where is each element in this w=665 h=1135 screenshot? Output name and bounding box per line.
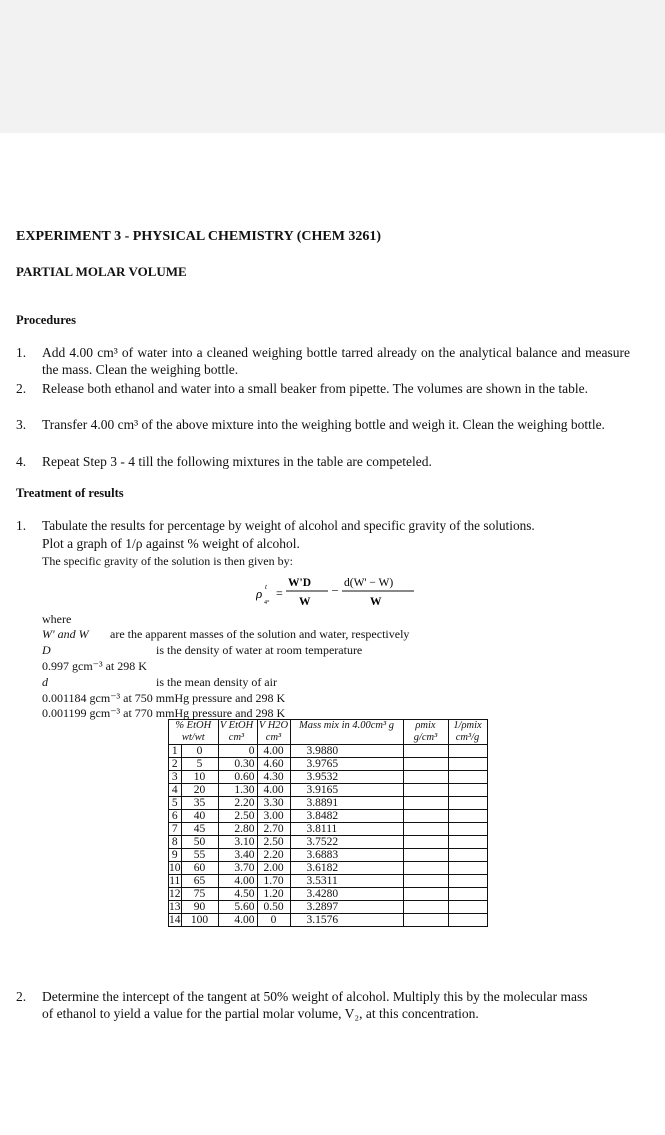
procedure-text: Transfer 4.00 cm³ of the above mixture into the weighing bottle and weigh it. Clean the weighing bottle. <box>42 417 605 432</box>
where-label: where <box>42 612 72 626</box>
rho-mix-cell[interactable] <box>403 745 448 758</box>
rho-mix-cell[interactable] <box>403 849 448 862</box>
mass-mix-cell: 3.9765 <box>290 758 403 771</box>
procedure-num: 2. <box>16 381 27 396</box>
mass-mix-cell: 3.7522 <box>290 836 403 849</box>
v-h2o-cell: 4.00 <box>257 784 290 797</box>
mixture-table <box>168 719 488 927</box>
table-row <box>169 888 488 901</box>
procedure-num: 3. <box>16 417 27 432</box>
mass-mix-cell: 3.5311 <box>290 875 403 888</box>
page-title: EXPERIMENT 3 - PHYSICAL CHEMISTRY (CHEM 3261) <box>16 229 382 244</box>
v-h2o-cell: 2.70 <box>257 823 290 836</box>
d-value: 0.997 gcm⁻³ at 298 K <box>42 659 147 673</box>
etoh-percent-cell: 75 <box>181 888 218 901</box>
v-h2o-cell: 1.20 <box>257 888 290 901</box>
treatment-line-2: Plot a graph of 1/ρ against % weight of alcohol. <box>42 536 300 551</box>
v-etoh-cell: 2.50 <box>218 810 257 823</box>
formula-rho-sub: 4° <box>264 600 270 606</box>
air-density-value-1: 0.001184 gcm⁻³ at 750 mmHg pressure and 298 K <box>42 691 286 705</box>
header-v-etoh: V EtOH cm³ <box>218 720 257 745</box>
rho-mix-cell[interactable] <box>403 784 448 797</box>
etoh-percent-cell: 40 <box>181 810 218 823</box>
d-description: is the density of water at room temperature <box>156 643 363 657</box>
rho-mix-cell[interactable] <box>403 875 448 888</box>
procedures-heading: Procedures <box>16 313 76 327</box>
etoh-percent-cell: 55 <box>181 849 218 862</box>
table-row <box>169 745 488 758</box>
etoh-percent-cell: 65 <box>181 875 218 888</box>
inv-rho-mix-cell[interactable] <box>448 914 487 927</box>
rho-mix-cell[interactable] <box>403 797 448 810</box>
mass-mix-cell: 3.2897 <box>290 901 403 914</box>
row-number: 7 <box>169 823 182 836</box>
procedure-text: Repeat Step 3 - 4 till the following mixtures in the table are competeled. <box>42 454 432 469</box>
air-density-value-2: 0.001199 gcm⁻³ at 770 mmHg pressure and 298 K <box>42 706 286 720</box>
row-number: 10 <box>169 862 181 874</box>
v-etoh-cell: 4.00 <box>218 875 257 888</box>
etoh-percent-cell: 0 <box>181 745 218 758</box>
header-rho-mix: ρmix g/cm³ <box>403 720 448 745</box>
v-etoh-cell: 1.30 <box>218 784 257 797</box>
row-number: 9 <box>169 849 182 862</box>
v-etoh-cell: 3.10 <box>218 836 257 849</box>
procedure-text: Release both ethanol and water into a small beaker from pipette. The volumes are shown in the table. <box>42 381 588 396</box>
air-density-variable: d <box>42 675 48 689</box>
v-h2o-cell: 3.30 <box>257 797 290 810</box>
table-row <box>169 810 488 823</box>
inv-rho-mix-cell[interactable] <box>448 849 487 862</box>
rho-mix-cell[interactable] <box>403 888 448 901</box>
treatment-line-1: Tabulate the results for percentage by weight of alcohol and specific gravity of the solutions. <box>42 518 535 533</box>
inv-rho-mix-cell[interactable] <box>448 862 487 875</box>
row-number: 5 <box>169 797 182 810</box>
inv-rho-mix-cell[interactable] <box>448 823 487 836</box>
treatment-item-2-text: Determine the intercept of the tangent at 50% weight of alcohol. Multiply this by the molecular mass of ethanol to yield a value for the partial molar volume, V₂, at this concentration. <box>42 989 588 1021</box>
v-h2o-cell: 2.50 <box>257 836 290 849</box>
formula-num-2: d(W' − W) <box>344 577 394 589</box>
mass-mix-cell: 3.9532 <box>290 771 403 784</box>
inv-rho-mix-cell[interactable] <box>448 771 487 784</box>
v-h2o-cell: 0.50 <box>257 901 290 914</box>
inv-rho-mix-cell[interactable] <box>448 797 487 810</box>
rho-mix-cell[interactable] <box>403 758 448 771</box>
mass-mix-cell: 3.4280 <box>290 888 403 901</box>
table-row <box>169 758 488 771</box>
table-row <box>169 901 488 914</box>
mass-mix-cell: 3.8111 <box>290 823 403 836</box>
mass-mix-cell: 3.6182 <box>290 862 403 875</box>
inv-rho-mix-cell[interactable] <box>448 901 487 914</box>
inv-rho-mix-cell[interactable] <box>448 810 487 823</box>
row-number: 14 <box>169 914 181 926</box>
formula-den-1: W <box>299 596 311 608</box>
inv-rho-mix-cell[interactable] <box>448 758 487 771</box>
table-row <box>169 914 488 927</box>
etoh-percent-cell: 45 <box>181 823 218 836</box>
formula-num-1: W'D <box>288 577 311 589</box>
specific-gravity-formula <box>256 574 416 614</box>
v-h2o-cell: 4.60 <box>257 758 290 771</box>
specific-gravity-intro: The specific gravity of the solution is then given by: <box>42 554 293 568</box>
etoh-percent-cell: 20 <box>181 784 218 797</box>
table-row <box>169 797 488 810</box>
row-number: 8 <box>169 836 182 849</box>
row-number: 3 <box>169 771 182 784</box>
etoh-percent-cell: 5 <box>181 758 218 771</box>
procedure-num: 1. <box>16 345 27 360</box>
inv-rho-mix-cell[interactable] <box>448 836 487 849</box>
v-etoh-cell: 4.50 <box>218 888 257 901</box>
top-gray-band <box>0 0 665 133</box>
mass-mix-cell: 3.9165 <box>290 784 403 797</box>
svg-text:–: – <box>332 582 338 596</box>
procedure-text: Add 4.00 cm³ of water into a cleaned weighing bottle tarred already on the analytical balance and measure the mass. Clean the weighing bottle. <box>42 345 630 377</box>
v-etoh-cell: 0.60 <box>218 771 257 784</box>
mass-mix-cell: 3.1576 <box>290 914 403 927</box>
etoh-percent-cell: 10 <box>181 771 218 784</box>
v-etoh-cell: 0 <box>218 745 257 758</box>
treatment-num: 1. <box>16 518 27 533</box>
w-description: are the apparent masses of the solution and water, respectively <box>110 627 410 641</box>
v-h2o-cell: 4.00 <box>257 745 290 758</box>
etoh-percent-cell: 90 <box>181 901 218 914</box>
header-mass-mix: Mass mix in 4.00cm³ g <box>290 720 403 745</box>
etoh-percent-cell: 100 <box>181 914 218 927</box>
mass-mix-cell: 3.9880 <box>290 745 403 758</box>
header-inv-rho-mix: 1/ρmix cm³/g <box>448 720 487 745</box>
table-header-row <box>169 720 488 745</box>
etoh-percent-cell: 35 <box>181 797 218 810</box>
header-etoh-percent: % EtOH wt/wt <box>169 720 219 745</box>
v-h2o-cell: 1.70 <box>257 875 290 888</box>
table-row <box>169 771 488 784</box>
row-number: 2 <box>169 758 182 771</box>
page-subtitle: PARTIAL MOLAR VOLUME <box>16 264 187 279</box>
rho-mix-cell[interactable] <box>403 901 448 914</box>
v-h2o-cell: 2.00 <box>257 862 290 875</box>
rho-mix-cell[interactable] <box>403 771 448 784</box>
mass-mix-cell: 3.6883 <box>290 849 403 862</box>
table-row <box>169 836 488 849</box>
table-row <box>169 823 488 836</box>
v-etoh-cell: 3.70 <box>218 862 257 875</box>
formula-den-2: W <box>370 596 382 608</box>
inv-rho-mix-cell[interactable] <box>448 784 487 797</box>
row-number: 6 <box>169 810 182 823</box>
inv-rho-mix-cell[interactable] <box>448 745 487 758</box>
inv-rho-mix-cell[interactable] <box>448 875 487 888</box>
table-row <box>169 875 488 888</box>
mass-mix-cell: 3.8891 <box>290 797 403 810</box>
treatment-num: 2. <box>16 989 27 1004</box>
v-h2o-cell: 0 <box>257 914 290 927</box>
v-etoh-cell: 3.40 <box>218 849 257 862</box>
rho-mix-cell[interactable] <box>403 810 448 823</box>
table-row <box>169 849 488 862</box>
formula-rho-sup: t <box>265 583 267 591</box>
v-etoh-cell: 0.30 <box>218 758 257 771</box>
v-etoh-cell: 5.60 <box>218 901 257 914</box>
row-number: 4 <box>169 784 182 797</box>
table-row <box>169 784 488 797</box>
w-variables: W' and W <box>42 627 89 641</box>
v-h2o-cell: 3.00 <box>257 810 290 823</box>
treatment-heading: Treatment of results <box>16 486 124 500</box>
v-etoh-cell: 2.80 <box>218 823 257 836</box>
v-h2o-cell: 4.30 <box>257 771 290 784</box>
mass-mix-cell: 3.8482 <box>290 810 403 823</box>
v-etoh-cell: 4.00 <box>218 914 257 927</box>
formula-rho: ρ <box>256 586 263 601</box>
row-number: 12 <box>169 888 181 900</box>
air-density-description: is the mean density of air <box>156 675 277 689</box>
rho-mix-cell[interactable] <box>403 862 448 875</box>
etoh-percent-cell: 60 <box>181 862 218 875</box>
row-number: 1 <box>169 745 182 758</box>
rho-mix-cell[interactable] <box>403 836 448 849</box>
etoh-percent-cell: 50 <box>181 836 218 849</box>
v-etoh-cell: 2.20 <box>218 797 257 810</box>
rho-mix-cell[interactable] <box>403 914 448 927</box>
svg-text:=: = <box>276 586 283 600</box>
rho-mix-cell[interactable] <box>403 823 448 836</box>
header-v-h2o: V H2O cm³ <box>258 720 289 743</box>
v-h2o-cell: 2.20 <box>257 849 290 862</box>
d-variable: D <box>42 643 51 657</box>
inv-rho-mix-cell[interactable] <box>448 888 487 901</box>
row-number: 13 <box>169 901 181 913</box>
table-row <box>169 862 488 875</box>
row-number: 11 <box>169 875 181 887</box>
procedure-num: 4. <box>16 454 27 469</box>
